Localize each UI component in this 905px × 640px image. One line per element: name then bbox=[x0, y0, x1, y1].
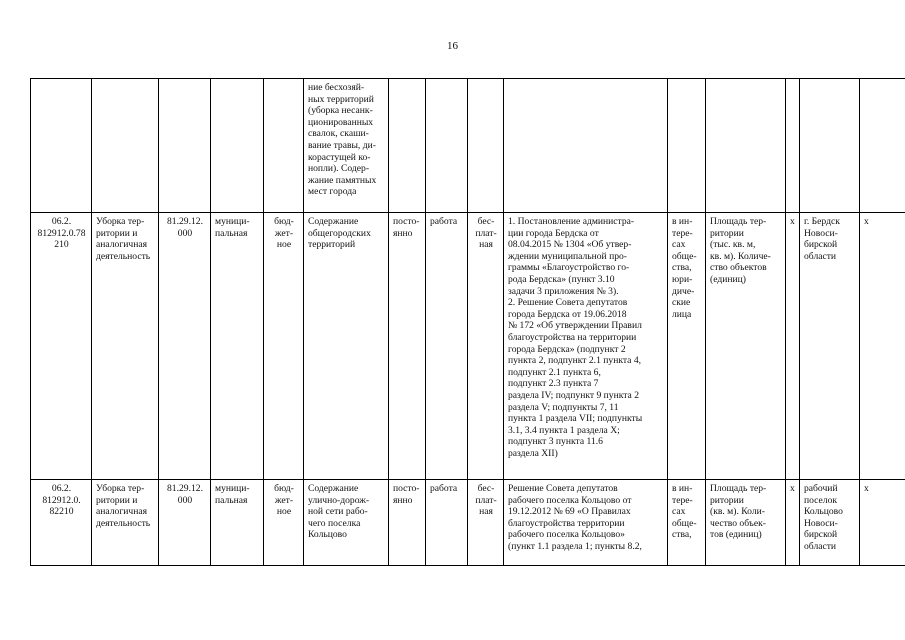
cell-ownership bbox=[211, 213, 264, 480]
cell-text-line: Уборка тер- bbox=[96, 216, 145, 227]
cell-text-line: х bbox=[864, 483, 869, 494]
cell-text-line: рабочего поселка Кольцово от bbox=[508, 494, 632, 506]
cell-fee bbox=[468, 79, 504, 213]
cell-text-line: в ин- bbox=[672, 483, 693, 494]
cell-text-line: бирской bbox=[804, 239, 838, 251]
cell-text-line: Новоси- bbox=[804, 517, 838, 529]
cell-text-line: янно bbox=[393, 227, 413, 239]
cell-name bbox=[92, 79, 159, 213]
cell-text-line: лица bbox=[672, 308, 692, 320]
cell-consumers bbox=[668, 79, 706, 213]
cell-text-line: Решение Совета депутатов bbox=[508, 483, 618, 494]
cell-text-line: ритории bbox=[710, 227, 744, 239]
cell-text-line: ной сети рабо- bbox=[308, 506, 368, 518]
cell-text-line: 3.1, 3.4 пункта 1 раздела X; bbox=[508, 424, 620, 436]
cell-funding bbox=[264, 79, 304, 213]
cell-text-line: посто- bbox=[393, 216, 420, 227]
cell-text-line: благоустройства на территории bbox=[508, 331, 637, 343]
cell-text-line: подпункт 2.3 пункта 7 bbox=[508, 378, 599, 390]
cell-code bbox=[31, 79, 92, 213]
cell-text-line: пальная bbox=[215, 494, 248, 506]
cell-text-line: плат- bbox=[475, 227, 497, 239]
cell-type bbox=[426, 480, 468, 566]
cell-text-line: бирской bbox=[804, 529, 838, 541]
cell-text-line: корастущей ко- bbox=[308, 151, 371, 163]
cell-text-line: ство объектов bbox=[710, 262, 767, 274]
cell-text-line: чего поселка bbox=[308, 517, 361, 529]
cell-text-line: (кв. м). Коли- bbox=[710, 506, 765, 518]
cell-text-line: ное bbox=[276, 239, 292, 251]
cell-text-line: ства, bbox=[672, 262, 692, 274]
cell-basis bbox=[504, 213, 668, 480]
table-row bbox=[31, 480, 905, 566]
cell-text-line: янно bbox=[393, 494, 413, 506]
cell-type bbox=[426, 213, 468, 480]
cell-text-line: кв. м). Количе- bbox=[710, 250, 771, 262]
cell-content bbox=[304, 213, 389, 480]
cell-x2 bbox=[860, 79, 905, 213]
cell-x1 bbox=[786, 79, 800, 213]
cell-text-line: (единиц) bbox=[710, 273, 746, 285]
cell-text-line: пункта 1 раздела VII; подпункты bbox=[508, 413, 643, 425]
cell-basis bbox=[504, 79, 668, 213]
cell-text-line: муници- bbox=[215, 216, 250, 227]
cell-text-line: г. Бердск bbox=[804, 216, 840, 227]
cell-x2 bbox=[860, 480, 905, 566]
cell-text-line: подпункт 3 пункта 11.6 bbox=[508, 436, 603, 448]
cell-text-line: Новоси- bbox=[804, 227, 838, 239]
cell-x1 bbox=[786, 213, 800, 480]
cell-text-line: ждении муниципальной про- bbox=[508, 250, 627, 262]
cell-okved bbox=[159, 79, 211, 213]
cell-text-line: аналогичная bbox=[96, 239, 148, 251]
cell-text-line: ритории и bbox=[96, 494, 138, 506]
cell-text-line: сах bbox=[672, 506, 686, 518]
cell-text-line: вание травы, ди- bbox=[308, 139, 376, 151]
cell-text-line: города Бердска» (подпункт 2 bbox=[508, 343, 626, 355]
cell-content bbox=[304, 480, 389, 566]
cell-text-line: плат- bbox=[475, 494, 497, 506]
cell-name bbox=[92, 213, 159, 480]
cell-text-line: благоустройства территории bbox=[508, 517, 625, 529]
cell-text-line: Кольцово bbox=[804, 506, 843, 518]
cell-text-line: х bbox=[864, 216, 869, 227]
cell-locality bbox=[800, 213, 860, 480]
cell-text-line: жет- bbox=[274, 494, 294, 506]
cell-code bbox=[31, 213, 92, 480]
cell-text-line: рабочий bbox=[804, 483, 838, 494]
cell-text-line: 812912.0. bbox=[42, 494, 81, 506]
cell-fee bbox=[468, 213, 504, 480]
cell-text-line: юри- bbox=[672, 273, 693, 285]
cell-text-line: задачи 3 приложения № 3). bbox=[508, 285, 619, 297]
cell-text-line: 08.04.2015 № 1304 «Об утвер- bbox=[508, 239, 632, 251]
cell-text-line: х bbox=[790, 483, 795, 494]
cell-text-line: муници- bbox=[215, 483, 250, 494]
cell-text-line: деятельность bbox=[96, 250, 151, 262]
cell-text-line: работа bbox=[430, 216, 458, 227]
cell-consumers bbox=[668, 213, 706, 480]
cell-mode bbox=[389, 480, 426, 566]
cell-text-line: х bbox=[790, 216, 795, 227]
cell-text-line: пальная bbox=[215, 227, 248, 239]
cell-text-line: № 172 «Об утверждении Правил bbox=[508, 320, 642, 332]
cell-text-line: 06.2. bbox=[51, 216, 72, 227]
cell-text-line: 19.12.2012 № 69 «О Правилах bbox=[508, 506, 631, 518]
cell-text-line: Содержание bbox=[308, 216, 359, 227]
cell-text-line: посто- bbox=[393, 483, 420, 494]
cell-indicators bbox=[706, 79, 786, 213]
page-number: 16 bbox=[447, 40, 458, 52]
cell-text-line: пункта 2, подпункт 2.1 пункта 4, bbox=[508, 355, 642, 367]
cell-text-line: ства, bbox=[672, 529, 692, 541]
cell-basis bbox=[504, 480, 668, 566]
cell-text-line: (пункт 1.1 раздела 1; пункты 8.2, bbox=[508, 540, 642, 552]
cell-text-line: раздела V; подпункты 7, 11 bbox=[508, 401, 619, 413]
cell-mode bbox=[389, 79, 426, 213]
cell-text-line: 000 bbox=[177, 494, 193, 506]
cell-text-line: ная bbox=[479, 239, 493, 251]
cell-text-line: (уборка несанк- bbox=[308, 105, 373, 117]
cell-locality bbox=[800, 79, 860, 213]
cell-text-line: ритории bbox=[710, 494, 744, 506]
cell-text-line: рода Бердска» (пункт 3.10 bbox=[508, 273, 615, 285]
cell-text-line: бес- bbox=[477, 483, 495, 494]
cell-text-line: территорий bbox=[308, 239, 356, 251]
cell-text-line: терe- bbox=[672, 494, 693, 506]
cell-text-line: раздела IV; подпункт 9 пункта 2 bbox=[508, 389, 640, 401]
cell-text-line: раздела XII) bbox=[508, 447, 558, 459]
cell-text-line: диче- bbox=[672, 285, 695, 297]
cell-text-line: поселок bbox=[804, 494, 838, 506]
cell-text-line: общегородских bbox=[308, 227, 371, 239]
cell-mode bbox=[389, 213, 426, 480]
cell-text-line: тов (единиц) bbox=[710, 529, 762, 541]
cell-text-line: бюд- bbox=[274, 216, 294, 227]
cell-text-line: жание памятных bbox=[308, 174, 377, 186]
cell-text-line: Площадь тер- bbox=[710, 216, 767, 227]
cell-text-line: области bbox=[804, 540, 837, 552]
cell-text-line: 06.2. bbox=[51, 483, 72, 494]
cell-text-line: работа bbox=[430, 483, 458, 494]
cell-text-line: 812912.0.78 bbox=[37, 227, 86, 239]
cell-text-line: бюд- bbox=[274, 483, 294, 494]
cell-text-line: Площадь тер- bbox=[710, 483, 767, 494]
cell-text-line: области bbox=[804, 250, 837, 262]
cell-text-line: 81.29.12. bbox=[167, 216, 203, 227]
cell-consumers bbox=[668, 480, 706, 566]
cell-text-line: мест города bbox=[308, 186, 357, 198]
table-row bbox=[31, 79, 905, 213]
cell-okved bbox=[159, 480, 211, 566]
cell-text-line: города Бердска от 19.06.2018 bbox=[508, 308, 627, 320]
cell-okved bbox=[159, 213, 211, 480]
cell-x1 bbox=[786, 480, 800, 566]
cell-fee bbox=[468, 480, 504, 566]
cell-text-line: ционированных bbox=[308, 116, 374, 128]
cell-text-line: ритории и bbox=[96, 227, 138, 239]
cell-text-line: (тыс. кв. м, bbox=[710, 239, 756, 251]
cell-text-line: чество объек- bbox=[710, 517, 766, 529]
cell-text-line: аналогичная bbox=[96, 506, 148, 518]
cell-text-line: ное bbox=[276, 506, 292, 518]
cell-text-line: 2. Решение Совета депутатов bbox=[508, 297, 628, 309]
cell-text-line: обще- bbox=[672, 250, 697, 262]
cell-text-line: в ин- bbox=[672, 216, 693, 227]
cell-code bbox=[31, 480, 92, 566]
cell-text-line: ние бесхозяй- bbox=[308, 82, 365, 93]
cell-text-line: 81.29.12. bbox=[167, 483, 203, 494]
cell-x2 bbox=[860, 213, 905, 480]
cell-text-line: улично-дорож- bbox=[308, 494, 370, 506]
cell-text-line: терe- bbox=[672, 227, 693, 239]
cell-funding bbox=[264, 480, 304, 566]
cell-text-line: ции города Бердска от bbox=[508, 227, 599, 239]
cell-text-line: рабочего поселка Кольцово» bbox=[508, 529, 625, 541]
cell-ownership bbox=[211, 480, 264, 566]
cell-text-line: бес- bbox=[477, 216, 495, 227]
cell-text-line: 000 bbox=[177, 227, 193, 239]
cell-text-line: свалок, скаши- bbox=[308, 128, 369, 140]
cell-text-line: обще- bbox=[672, 517, 697, 529]
cell-text-line: деятельность bbox=[96, 517, 151, 529]
cell-text-line: нопли). Содер- bbox=[308, 163, 370, 175]
cell-text-line: 210 bbox=[54, 239, 69, 251]
cell-text-line: сах bbox=[672, 239, 686, 251]
cell-indicators bbox=[706, 213, 786, 480]
cell-text-line: жет- bbox=[274, 227, 294, 239]
cell-text-line: 82210 bbox=[49, 506, 74, 518]
table-row bbox=[31, 213, 905, 480]
cell-locality bbox=[800, 480, 860, 566]
cell-text-line: подпункт 2.1 пункта 6, bbox=[508, 366, 601, 378]
cell-text-line: ных территорий bbox=[308, 93, 374, 105]
cell-text-line: Уборка тер- bbox=[96, 483, 145, 494]
cell-text-line: Кольцово bbox=[308, 529, 347, 541]
cell-indicators bbox=[706, 480, 786, 566]
cell-text-line: Содержание bbox=[308, 483, 359, 494]
services-table bbox=[30, 78, 905, 566]
cell-text-line: ная bbox=[479, 506, 493, 518]
cell-name bbox=[92, 480, 159, 566]
cell-text-line: граммы «Благоустройство го- bbox=[508, 262, 630, 274]
cell-text-line: ские bbox=[672, 297, 691, 309]
cell-ownership bbox=[211, 79, 264, 213]
cell-content bbox=[304, 79, 389, 213]
cell-text-line: 1. Постановление администра- bbox=[508, 216, 635, 227]
cell-type bbox=[426, 79, 468, 213]
cell-funding bbox=[264, 213, 304, 480]
